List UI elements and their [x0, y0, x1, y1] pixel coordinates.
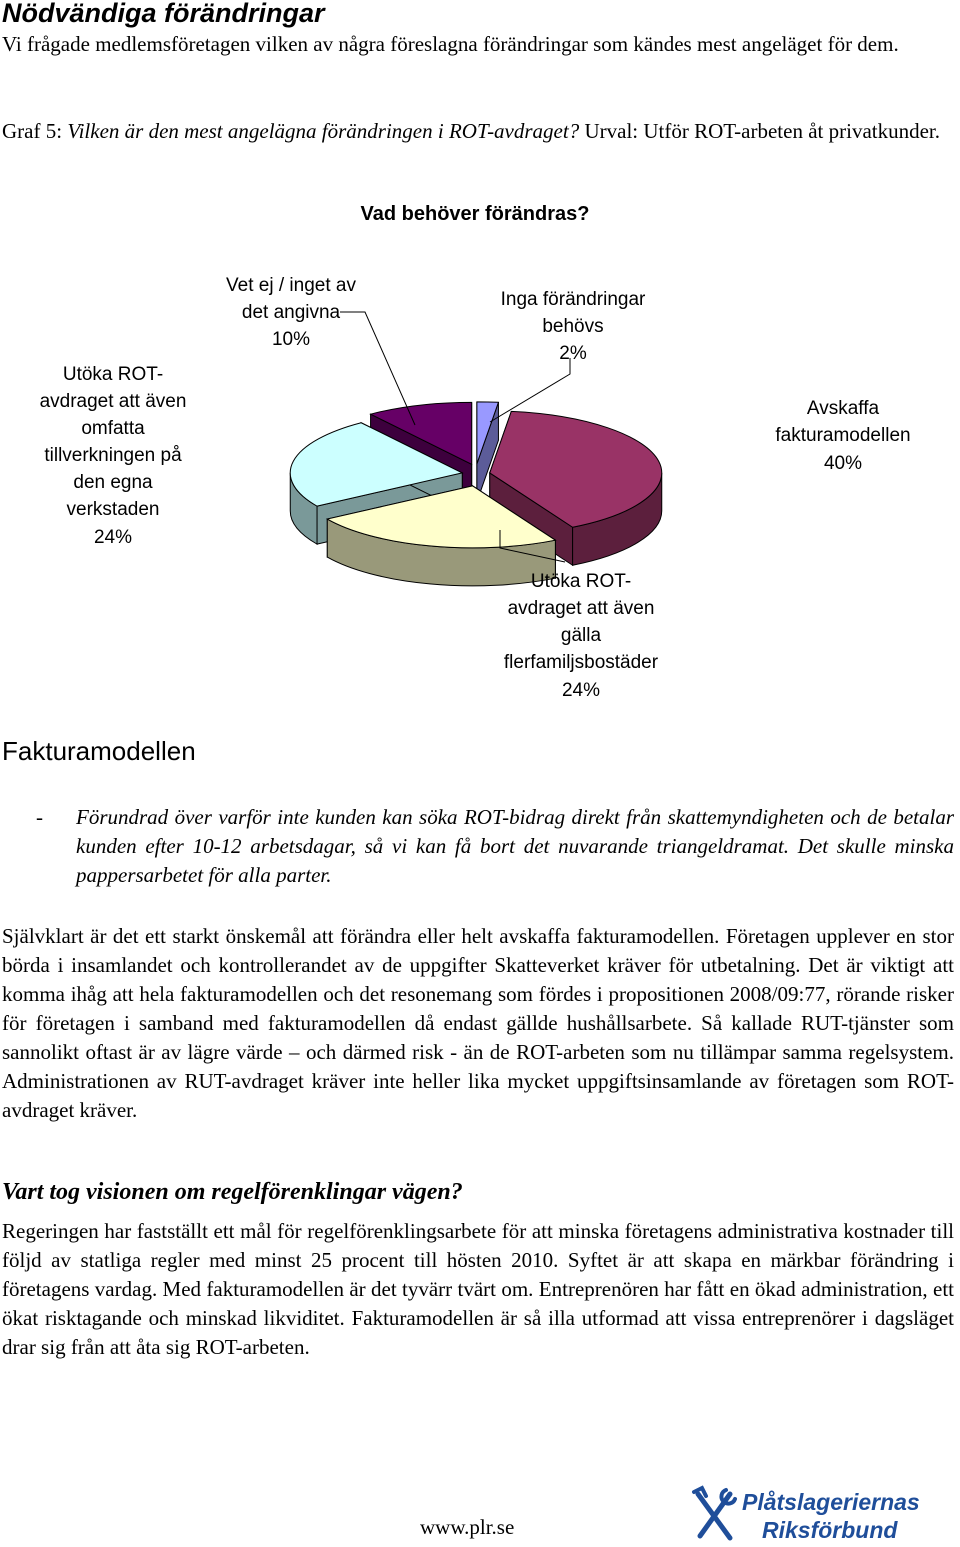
label-verkstad: [40, 364, 187, 548]
label-vetej: [226, 275, 356, 350]
pie-group: [290, 402, 662, 586]
intro-paragraph: Vi frågade medlemsföretagen vilken av några föreslagna förändringar som kändes mest angeläget för dem.: [2, 32, 899, 56]
logo-line1: Plåtslageriernas: [742, 1489, 920, 1515]
chart-caption: [2, 117, 954, 146]
label-flerfamilj-line3: gälla: [560, 625, 602, 646]
tools-icon: [694, 1488, 735, 1538]
quote-bullet: [36, 803, 954, 890]
label-verkstad-line1: Utöka ROT-: [62, 364, 164, 385]
label-inga-line1: Inga förändringar: [500, 289, 646, 310]
label-avskaffa-line1: Avskaffa: [806, 398, 880, 419]
label-inga: [501, 289, 646, 364]
label-verkstad-line3: omfatta: [81, 418, 145, 439]
label-avskaffa-line2: fakturamodellen: [775, 425, 911, 446]
label-verkstad-value: 24%: [93, 527, 133, 548]
pie-chart: [0, 190, 960, 710]
label-flerfamilj-value: 24%: [561, 680, 601, 701]
label-flerfamilj-line2: avdraget att även: [507, 598, 655, 619]
label-avskaffa: [775, 398, 910, 474]
body-paragraph-1: Självklart är det ett starkt önskemål att förändra eller helt avskaffa fakturamodellen. Företagen upplever en stor börda i insamlandet och kontrollerandet av de uppgifter Skatteverket kräver för utbetalning. Det är viktigt att komma ihåg att hela fakturamodellen och det resonemang som fördes i propositionen 2008/09:77, rörande risker för företagen i samband med fakturamodellen då endast gällde hushållsarbete. Så kallade RUT-tjänster som sannolikt oftast är av lägre värde – och därmed risk - än de ROT-arbeten som nu tillämpar samma regelsystem. Administrationen av RUT-avdraget kräver inte heller lika mycket uppgiftsinsamlande av företagen som ROT-avdraget kräver.: [2, 924, 954, 1122]
body-paragraph-2: Regeringen har fastställt ett mål för regelförenklingsarbete för att minska företagens administrativa kostnader till följd av statliga regler med minst 25 procent till hösten 2010. Syftet är att skapa en märkbar förändring i företagens vardag. Med fakturamodellen är det tyvärr tvärt om. Entreprenören har fått en ökad administration, ett ökat risktagande och minskad likviditet. Fakturamodellen är så illa utformad att vissa entreprenörer i dagsläget drar sig från att åta sig ROT-arbeten.: [2, 1219, 954, 1359]
label-flerfamilj-line1: Utöka ROT-: [530, 571, 632, 592]
label-vetej-value: 10%: [271, 329, 311, 350]
label-verkstad-line2: avdraget att även: [39, 391, 187, 412]
label-avskaffa-value: 40%: [823, 453, 863, 474]
bullet-dash: -: [36, 805, 43, 829]
caption-prefix: Graf 5:: [2, 119, 68, 143]
label-vetej-line2: det angivna: [241, 302, 341, 323]
subheading-vision: Vart tog visionen om regelförenklingar vägen?: [2, 1179, 463, 1205]
label-inga-line2: behövs: [542, 316, 604, 337]
label-flerfamilj-line4: flerfamiljsbostäder: [503, 652, 659, 673]
logo-line2: Riksförbund: [762, 1517, 898, 1543]
fakturamodellen-heading: Fakturamodellen: [2, 736, 196, 766]
label-flerfamilj: [504, 571, 659, 701]
bullet-text: Förundrad över varför inte kunden kan söka ROT-bidrag direkt från skattemyndigheten och de betalar kunden efter 10-12 arbetsdagar, så vi kan få bort det nuvarande triangeldramat. Det skulle minska pappersarbetet för alla parter.: [76, 805, 954, 887]
label-verkstad-line6: verkstaden: [66, 499, 160, 520]
label-verkstad-line5: den egna: [73, 472, 153, 493]
chart-title: Vad behöver förändras?: [360, 203, 590, 225]
label-verkstad-line4: tillverkningen på: [44, 445, 182, 466]
caption-question: Vilken är den mest angelägna förändringen i ROT-avdraget?: [67, 119, 580, 143]
organization-logo: [690, 1484, 958, 1546]
section-heading: Nödvändiga förändringar: [2, 0, 325, 28]
caption-suffix: Urval: Utför ROT-arbeten åt privatkunder.: [579, 119, 941, 143]
label-inga-value: 2%: [559, 343, 587, 364]
footer-url[interactable]: www.plr.se: [420, 1515, 515, 1539]
label-vetej-line1: Vet ej / inget av: [226, 275, 356, 296]
